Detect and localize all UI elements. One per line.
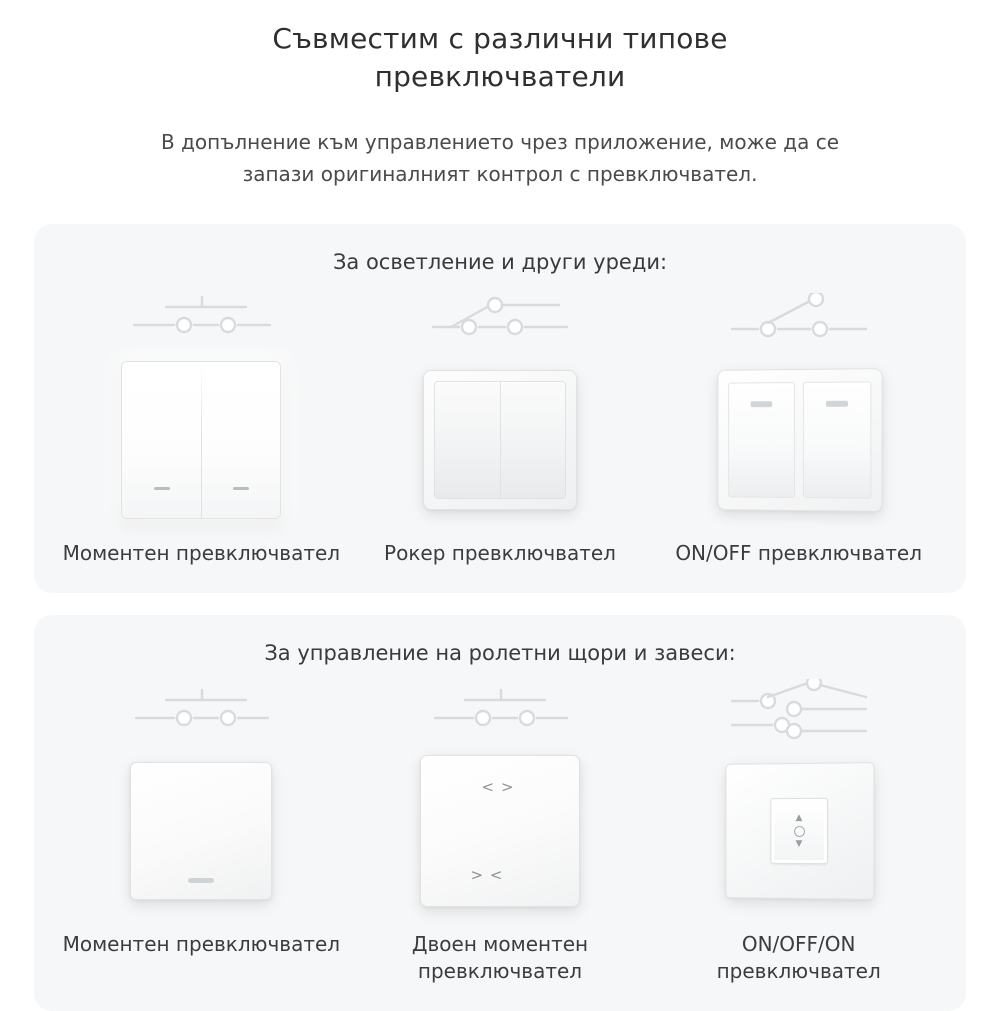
switch-plate xyxy=(423,370,577,510)
open-arrows-glyph: < > xyxy=(481,778,515,796)
shutter-key xyxy=(770,798,828,864)
onoff-on-switch-image xyxy=(724,747,874,915)
switch-card-rocker xyxy=(351,290,650,567)
switch-card-momentary-single xyxy=(52,681,351,958)
section-lighting-row xyxy=(52,290,948,567)
switch-card-onoff xyxy=(649,290,948,567)
rocker-double-switch-image xyxy=(423,356,577,524)
switch-card-momentary-double xyxy=(52,290,351,567)
onoff-double-schematic-icon xyxy=(724,290,874,352)
header xyxy=(0,0,1000,190)
section-blinds-row xyxy=(52,681,948,985)
switch-plate xyxy=(121,361,281,519)
close-arrows-glyph: > < xyxy=(470,866,504,884)
section-lighting-title: За осветление и други уреди: xyxy=(332,250,668,274)
switch-key-right xyxy=(803,381,871,498)
switch-plate xyxy=(130,762,272,900)
key-marker-left xyxy=(750,401,772,407)
onoff-double-switch-image xyxy=(716,356,882,524)
arrow-down-icon: ▼ xyxy=(795,838,803,849)
rocker-double-schematic-icon xyxy=(425,290,575,352)
momentary-single-schematic-icon xyxy=(126,681,276,743)
arrow-up-icon: ▲ xyxy=(795,812,803,823)
key-marker-right xyxy=(826,401,848,407)
switch-key-left xyxy=(122,362,201,518)
onoff-on-schematic-icon xyxy=(724,681,874,743)
rocker-right xyxy=(501,381,567,499)
momentary-double-schematic-icon xyxy=(425,681,575,743)
switch-caption: ON/OFF превключвател xyxy=(675,541,923,565)
section-blinds-title: За управление на ролетни щори и завеси: xyxy=(264,641,736,665)
double-momentary-switch-image xyxy=(420,747,580,915)
page-title: Съвместим с различни типове превключватели xyxy=(272,22,728,93)
switch-key-left xyxy=(728,382,795,498)
switch-plate xyxy=(725,762,874,900)
momentary-double-rocker-switch-image xyxy=(121,356,281,524)
momentary-single-switch-image xyxy=(130,747,272,915)
key-marker-right xyxy=(233,487,249,490)
section-lighting xyxy=(34,224,966,593)
switch-caption: ON/OFF/ON превключвател xyxy=(716,932,881,983)
switch-caption: Двоен моментен превключвател xyxy=(411,932,589,983)
page-subtitle: В допълнение към управлението чрез приложение, може да се запази оригиналният контрол с превключвател. xyxy=(160,130,840,186)
rocker-left xyxy=(434,381,501,499)
switch-plate xyxy=(717,368,882,512)
switch-plate xyxy=(420,755,580,907)
switch-caption: Рокер превключвател xyxy=(384,541,616,565)
spst-double-contact-schematic-icon xyxy=(126,290,276,352)
status-indicator xyxy=(188,878,214,883)
switch-caption: Моментен превключвател xyxy=(62,541,341,565)
section-blinds xyxy=(34,615,966,1011)
key-marker-left xyxy=(154,487,170,490)
stop-icon xyxy=(793,825,804,836)
switch-card-onoff-on xyxy=(649,681,948,985)
switch-caption: Моментен превключвател xyxy=(62,932,341,956)
switch-key-right xyxy=(201,362,281,518)
switch-card-double-momentary xyxy=(351,681,650,985)
